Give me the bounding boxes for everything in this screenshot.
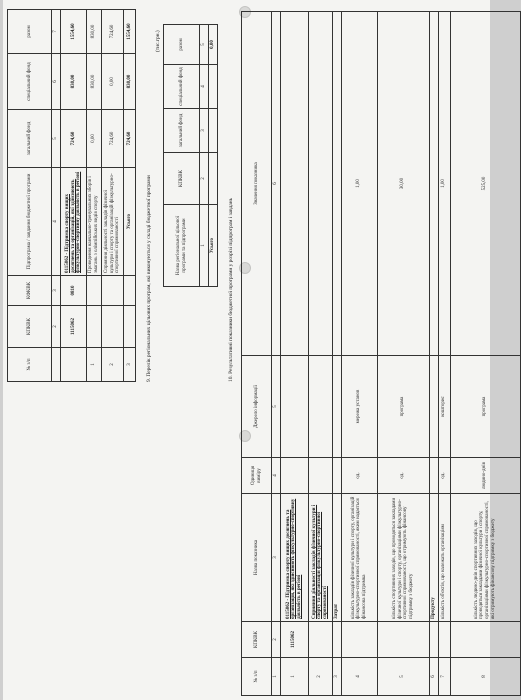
table-number-row	[52, 10, 61, 382]
col-header: КФКВК	[8, 276, 52, 306]
kpkvk-cell	[332, 622, 341, 658]
kpkvk-cell	[429, 622, 438, 658]
table-row	[341, 12, 377, 696]
task-cell: Проведення навчально-тренувальних зборів і змагань з олімпійських видів спорту	[87, 168, 102, 276]
unit-cell: од.	[377, 458, 429, 494]
col-header: разом	[8, 10, 52, 54]
total-label: Усього	[124, 168, 136, 276]
table-header-row: Назва регіональної цільової програми та підпрограми КПКВК загальний фонд спеціальний фонд разом	[164, 25, 200, 287]
source-cell: програма	[377, 356, 429, 458]
row-number: 4	[341, 658, 377, 696]
col-header: КПКВК	[8, 306, 52, 348]
table-number-row: 1 2 3 4 5	[200, 25, 209, 287]
budget-subprogram-table	[7, 9, 136, 382]
kfkvk-cell: 0810	[61, 276, 87, 306]
row-number: 8	[450, 658, 520, 696]
performance-indicators-table	[241, 11, 521, 696]
col-header: спеціальний фонд	[8, 54, 52, 110]
row-number: 6	[429, 658, 438, 696]
unit-cell	[332, 458, 341, 494]
task-cell: Сприяння діяльності закладів фізичної культури і спорту та організацій фізкультурно-спортивної спрямованості	[102, 168, 124, 276]
source-cell	[429, 356, 438, 458]
col-header: № з/п	[8, 348, 52, 382]
indicator-name: Сприяння діяльності закладів фізичної культури і спорту та організацій фізкультурно-спортивної спрямованості	[308, 494, 332, 622]
kpkvk-cell	[377, 622, 429, 658]
value-cell	[280, 12, 308, 356]
kpkvk-cell	[450, 622, 520, 658]
table-row: 2 Сприяння діяльності закладів фізичної культури і спорту та організацій фізкультурно-спортивної спрямованості 724,60 0,00 724,60	[102, 10, 124, 382]
source-cell: програма	[450, 356, 520, 458]
value-cell	[308, 12, 332, 356]
kpkvk-cell: 1115062	[280, 622, 308, 658]
indicator-name: кількість закладів фізичної культури і спорту, організацій фізкультурно-спортивної спрямованості, яким надається фінансова підтримка	[341, 494, 377, 622]
table-row	[450, 12, 520, 696]
indicator-name: кількість об'єктів, що належать організаціям	[438, 494, 450, 622]
value-cell: 525,00	[450, 12, 520, 356]
col-header: загальний фонд	[8, 110, 52, 168]
indicator-name: кількість спортивних заходів, що проводяться закладами фізичної культури і спорту, організаціями фізкультурно-спортивної спрямованості, що отримують фінансову підтримку з бюджету	[377, 494, 429, 622]
table-row	[332, 12, 341, 696]
table-row	[429, 12, 438, 696]
rotated-sheet	[3, 0, 496, 700]
special-fund-cell: 830,00	[61, 54, 87, 110]
indicator-name: Затрат	[332, 494, 341, 622]
table-row	[61, 10, 87, 382]
col-number: 6	[52, 54, 61, 110]
table-number-row: 1 2 3 4 5 6	[272, 12, 281, 696]
col-number: 2	[52, 306, 61, 348]
value-cell: 1,00	[341, 12, 377, 356]
table-row	[438, 12, 450, 696]
unit-note: (тис.грн.)	[155, 30, 161, 52]
unit-cell	[280, 458, 308, 494]
regional-programs-table	[163, 24, 218, 287]
unit-cell: од.	[341, 458, 377, 494]
table-row	[308, 12, 332, 696]
table-row	[377, 12, 429, 696]
value-cell	[429, 12, 438, 356]
unit-cell	[429, 458, 438, 494]
kpkvk-cell: 1115062	[61, 306, 87, 348]
col-number: 4	[52, 168, 61, 276]
document-page	[3, 0, 496, 700]
table-row	[280, 12, 308, 696]
indicator-name: 0115062 - Підтримка спорту вищих досягнень та організацій, які здійснюють фізкультурно-спортивну діяльність в регіоні	[280, 494, 308, 622]
general-fund-cell: 724,60	[61, 110, 87, 168]
unit-cell: людино-днів	[450, 458, 520, 494]
task-cell: 0115062 - Підтримка спорту вищих досягнень та організацій, які здійснюють фізкультурно-спортивну діяльність в регіоні	[61, 168, 87, 276]
row-number: 1	[280, 658, 308, 696]
table-row: 1 Проведення навчально-тренувальних зборів і змагань з олімпійських видів спорту 0,00 830,00 830,00	[87, 10, 102, 382]
row-number: 2	[308, 658, 332, 696]
source-cell	[332, 356, 341, 458]
indicator-name: Продукту	[429, 494, 438, 622]
source-cell: мережа установ	[341, 356, 377, 458]
unit-cell: од.	[438, 458, 450, 494]
section-9-heading: 9. Перелік регіональних цільових програм, які виконуються у складі бюджетної програми	[146, 175, 152, 382]
col-header: Підпрограма / завдання бюджетної програми	[8, 168, 52, 276]
col-number: 7	[52, 10, 61, 54]
row-number: 3	[332, 658, 341, 696]
unit-cell	[308, 458, 332, 494]
table-header-row: № з/п КПКВК Назва показника Одиниця виміру Джерело інформації Значення показника	[242, 12, 272, 696]
value-cell: 30,00	[377, 12, 429, 356]
table-total-row: 3 Усього 724,60 830,00 1554,60	[124, 10, 136, 382]
source-cell	[280, 356, 308, 458]
total-cell: 1554,60	[61, 10, 87, 54]
kpkvk-cell	[438, 622, 450, 658]
source-cell: кошторис	[438, 356, 450, 458]
value-cell	[332, 12, 341, 356]
kpkvk-cell	[308, 622, 332, 658]
kpkvk-cell	[341, 622, 377, 658]
row-number: 5	[377, 658, 429, 696]
row-number: 7	[438, 658, 450, 696]
table-total-row: Усього 0,00	[209, 25, 218, 287]
value-cell: 1,00	[438, 12, 450, 356]
section-10-heading: 10. Результативні показники бюджетної програми у розрізі підпрограм і завдань	[228, 197, 234, 382]
table-header-row	[8, 10, 52, 382]
col-number: 5	[52, 110, 61, 168]
source-cell	[308, 356, 332, 458]
indicator-name: кількість людино-днів спортивних заходів, що проводяться закладами фізичної культури і спорту, організаціями фізкультурно-спортивної спрямованості, які отримують фінансову підтримку з бюджету	[450, 494, 520, 622]
col-number: 3	[52, 276, 61, 306]
